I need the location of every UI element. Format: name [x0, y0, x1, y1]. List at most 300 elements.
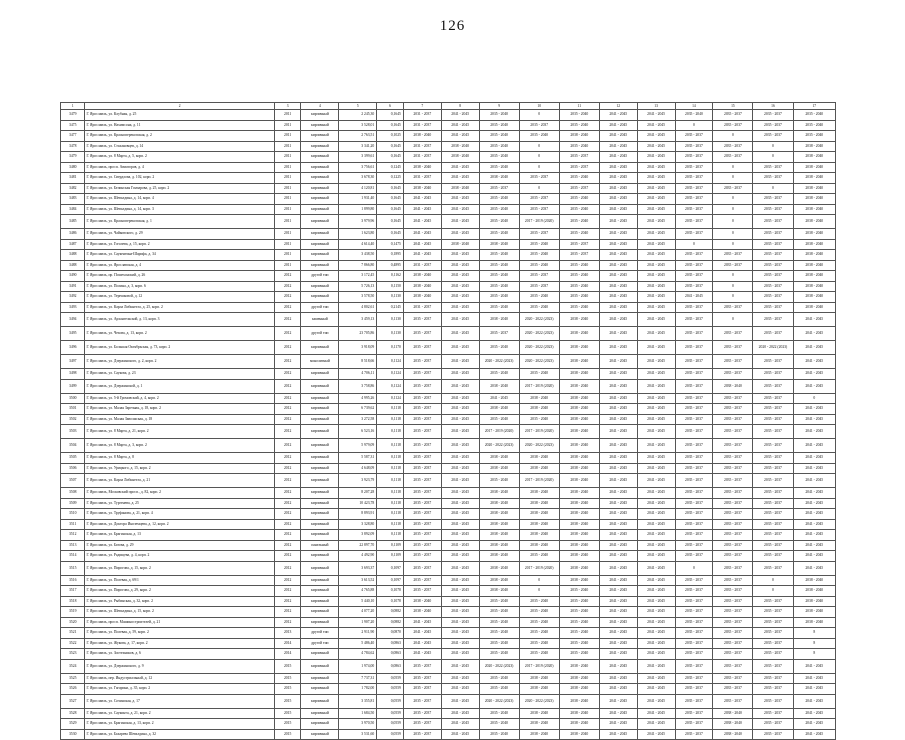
period-col-14-cell: 2035 - 2037: [675, 302, 713, 313]
period-col-13-cell: 2041 - 2045: [637, 341, 675, 355]
table-row: [61, 586, 836, 597]
period-col-16-cell: 2035 - 2037: [753, 453, 793, 464]
period-col-16-cell: 2035 - 2037: [753, 110, 793, 121]
period-col-11-cell: 2035 - 2040: [559, 215, 599, 229]
period-col-12-cell: 2041 - 2045: [599, 498, 637, 509]
period-col-8-cell: 2041 - 2045: [441, 162, 479, 173]
record-number-cell: 3478: [61, 141, 85, 152]
period-col-13-cell: 2041 - 2045: [637, 327, 675, 341]
period-col-10-cell: 2035 - 2037: [519, 173, 559, 184]
period-col-17-cell: 2041 - 2045: [793, 684, 836, 695]
period-col-11-cell: 2035 - 2040: [559, 120, 599, 131]
table-row: [61, 215, 836, 229]
year-cell: 2012: [274, 302, 301, 313]
period-col-14-cell: 2035 - 2037: [675, 509, 713, 520]
period-col-7-cell: 2035 - 2037: [403, 498, 441, 509]
wall-material-cell: кирпичный: [301, 183, 339, 194]
period-col-7-cell: 2035 - 2037: [403, 729, 441, 740]
wall-material-cell: кирпичный: [301, 229, 339, 240]
table-row: [61, 694, 836, 708]
address-cell: Г. Ярославль, пр. Пошехонский, д. 26: [85, 271, 274, 282]
period-col-12-cell: 2041 - 2045: [599, 684, 637, 695]
period-col-10-cell: 2035 - 2040: [519, 414, 559, 425]
period-col-14-cell: 2035 - 2037: [675, 474, 713, 488]
total-area-cell: 1 623,80: [339, 229, 377, 240]
wall-material-cell: кирпичный: [301, 673, 339, 684]
period-col-8-cell: 2041 - 2045: [441, 194, 479, 205]
period-col-17-cell: 2041 - 2045: [793, 425, 836, 439]
period-col-16-cell: 2035 - 2037: [753, 194, 793, 205]
period-col-7-cell: 2041 - 2045: [403, 649, 441, 660]
period-col-12-cell: 2041 - 2045: [599, 575, 637, 586]
year-cell: 2014: [274, 638, 301, 649]
period-col-12-cell: 2041 - 2045: [599, 474, 637, 488]
period-col-14-cell: 2035 - 2037: [675, 673, 713, 684]
cost-ratio-cell: 0,1124: [377, 379, 404, 393]
period-col-7-cell: 2038 - 2040: [403, 183, 441, 194]
period-col-14-cell: 2035 - 2037: [675, 215, 713, 229]
year-cell: 2011: [274, 173, 301, 184]
year-cell: 2011: [274, 250, 301, 261]
year-cell: 2012: [274, 519, 301, 530]
column-number-row: [61, 103, 836, 110]
period-col-9-cell: 2035 - 2040: [479, 596, 519, 607]
period-col-12-cell: 2041 - 2045: [599, 509, 637, 520]
period-col-9-cell: 2038 - 2040: [479, 463, 519, 474]
period-col-17-cell: 2041 - 2045: [793, 414, 836, 425]
address-cell: Г. Ярославль, ул. Большая Октябрьская, д. 73, корп. 2: [85, 341, 274, 355]
period-col-17-cell: 2038 - 2040: [793, 194, 836, 205]
address-cell: Г. Ярославль, ул. Саукентина-Шарифа, д. 34: [85, 250, 274, 261]
period-col-14-cell: 2035 - 2037: [675, 694, 713, 708]
table-body: [61, 110, 836, 740]
period-col-7-cell: 2035 - 2037: [403, 341, 441, 355]
period-col-15-cell: 2035 - 2037: [713, 694, 753, 708]
year-cell: 2012: [274, 617, 301, 628]
period-col-12-cell: 2041 - 2045: [599, 152, 637, 163]
wall-material-cell: кирпичный: [301, 120, 339, 131]
table-row: [61, 607, 836, 618]
period-col-7-cell: 2035 - 2037: [403, 414, 441, 425]
period-col-12-cell: 2041 - 2045: [599, 638, 637, 649]
period-col-16-cell: 2035 - 2037: [753, 463, 793, 474]
cost-ratio-cell: 0,1124: [377, 369, 404, 380]
period-col-17-cell: 2041 - 2045: [793, 379, 836, 393]
period-col-8-cell: 2041 - 2045: [441, 404, 479, 415]
period-col-8-cell: 2041 - 2045: [441, 393, 479, 404]
period-col-13-cell: 2041 - 2045: [637, 463, 675, 474]
column-number: 9: [479, 103, 519, 110]
cost-ratio-cell: 0,1645: [377, 229, 404, 240]
period-col-7-cell: 2031 - 2037: [403, 141, 441, 152]
address-cell: Г. Ярославль, ул. Малая Заволжская, д. 18: [85, 414, 274, 425]
period-col-14-cell: 2035 - 2037: [675, 327, 713, 341]
period-col-16-cell: 2035 - 2037: [753, 204, 793, 215]
cost-ratio-cell: 0,1118: [377, 414, 404, 425]
period-col-9-cell: 2035 - 2040: [479, 292, 519, 303]
period-col-15-cell: 2035 - 2037: [713, 673, 753, 684]
period-col-9-cell: 2035 - 2040: [479, 110, 519, 121]
period-col-17-cell: 2038 - 2040: [793, 183, 836, 194]
period-col-8-cell: 2041 - 2045: [441, 684, 479, 695]
period-col-11-cell: 2038 - 2040: [559, 355, 599, 369]
year-cell: 2015: [274, 673, 301, 684]
wall-material-cell: кирпичный: [301, 617, 339, 628]
table-row: [61, 474, 836, 488]
table-row: [61, 628, 836, 639]
year-cell: 2012: [274, 596, 301, 607]
address-cell: Г. Ярославль, ул. 8 Марта, д. 3, корп. 2: [85, 439, 274, 453]
period-col-16-cell: 2035 - 2037: [753, 694, 793, 708]
total-area-cell: 1 899,80: [339, 204, 377, 215]
wall-material-cell: кирпичный: [301, 110, 339, 121]
period-col-7-cell: 2035 - 2037: [403, 393, 441, 404]
table-row: [61, 719, 836, 730]
period-col-14-cell: 2041 - 2045: [675, 292, 713, 303]
table-row: [61, 617, 836, 628]
period-col-7-cell: 2038 - 2040: [403, 292, 441, 303]
record-number-cell: 3502: [61, 414, 85, 425]
period-col-10-cell: 2035 - 2040: [519, 250, 559, 261]
address-cell: Г. Ярославль, просп. Авиаторов, д. 4: [85, 162, 274, 173]
period-col-15-cell: 0: [713, 313, 753, 327]
cost-ratio-cell: 0,0863: [377, 659, 404, 673]
period-col-11-cell: 2038 - 2040: [559, 439, 599, 453]
record-number-cell: 3521: [61, 628, 85, 639]
address-cell: Г. Ярославль, ул. Архангельской, д. 13, корп. 3: [85, 313, 274, 327]
period-col-11-cell: 2038 - 2040: [559, 659, 599, 673]
total-area-cell: 3 399,61: [339, 152, 377, 163]
period-col-13-cell: 2041 - 2045: [637, 162, 675, 173]
wall-material-cell: кирпичный: [301, 607, 339, 618]
period-col-7-cell: 2038 - 2040: [403, 271, 441, 282]
period-col-12-cell: 2041 - 2045: [599, 379, 637, 393]
record-number-cell: 3494: [61, 313, 85, 327]
period-col-9-cell: 2035 - 2040: [479, 141, 519, 152]
wall-material-cell: кирпичный: [301, 586, 339, 597]
period-col-12-cell: 2041 - 2045: [599, 519, 637, 530]
total-area-cell: 6 739,62: [339, 404, 377, 415]
period-col-10-cell: 2020 - 2022 (2023): [519, 327, 559, 341]
period-col-17-cell: 2038 - 2040: [793, 292, 836, 303]
period-col-11-cell: 2038 - 2040: [559, 694, 599, 708]
period-col-14-cell: 2035 - 2037: [675, 684, 713, 695]
period-col-16-cell: 2035 - 2037: [753, 229, 793, 240]
period-col-15-cell: 2035 - 2037: [713, 474, 753, 488]
period-col-11-cell: 2035 - 2040: [559, 141, 599, 152]
period-col-13-cell: 2041 - 2045: [637, 474, 675, 488]
cost-ratio-cell: 0,1097: [377, 561, 404, 575]
cost-ratio-cell: 0,1124: [377, 393, 404, 404]
period-col-7-cell: 2035 - 2037: [403, 404, 441, 415]
period-col-15-cell: 2035 - 2037: [713, 540, 753, 551]
address-cell: Г. Ярославль, пер. Индустриальный, д. 12: [85, 673, 274, 684]
period-col-17-cell: 2038 - 2040: [793, 271, 836, 282]
cost-ratio-cell: 0,1118: [377, 530, 404, 541]
period-col-10-cell: 2017 - 2019 (2020): [519, 425, 559, 439]
period-col-15-cell: 2035 - 2037: [713, 561, 753, 575]
wall-material-cell: кирпичный: [301, 561, 339, 575]
period-col-16-cell: 2035 - 2037: [753, 519, 793, 530]
period-col-10-cell: 2038 - 2040: [519, 393, 559, 404]
period-col-10-cell: 0: [519, 141, 559, 152]
period-col-12-cell: 2041 - 2045: [599, 596, 637, 607]
total-area-cell: 3 678,30: [339, 173, 377, 184]
period-col-14-cell: 2035 - 2037: [675, 393, 713, 404]
period-col-14-cell: 2035 - 2037: [675, 229, 713, 240]
period-col-7-cell: 2041 - 2045: [403, 250, 441, 261]
period-col-10-cell: 2035 - 2040: [519, 596, 559, 607]
record-number-cell: 3514: [61, 551, 85, 562]
period-col-7-cell: 2035 - 2037: [403, 509, 441, 520]
period-col-8-cell: 2041 - 2045: [441, 719, 479, 730]
period-col-8-cell: 2038 - 2040: [441, 239, 479, 250]
table-row: [61, 110, 836, 121]
period-col-14-cell: 2035 - 2037: [675, 152, 713, 163]
period-col-9-cell: 2038 - 2040: [479, 509, 519, 520]
period-col-17-cell: 2041 - 2045: [793, 488, 836, 499]
period-col-7-cell: 2035 - 2037: [403, 439, 441, 453]
period-col-11-cell: 2035 - 2037: [559, 152, 599, 163]
period-col-7-cell: 2031 - 2037: [403, 110, 441, 121]
period-col-10-cell: 2017 - 2019 (2020): [519, 474, 559, 488]
period-col-16-cell: 2035 - 2037: [753, 281, 793, 292]
period-col-14-cell: 2035 - 2037: [675, 341, 713, 355]
total-area-cell: 1 931,40: [339, 194, 377, 205]
table-row: [61, 355, 836, 369]
period-col-16-cell: 2035 - 2037: [753, 649, 793, 660]
record-number-cell: 3511: [61, 519, 85, 530]
year-cell: 2011: [274, 120, 301, 131]
period-col-11-cell: 2035 - 2037: [559, 183, 599, 194]
period-col-11-cell: 2038 - 2040: [559, 575, 599, 586]
period-col-14-cell: 2035 - 2037: [675, 379, 713, 393]
period-col-12-cell: 2041 - 2045: [599, 327, 637, 341]
period-col-9-cell: 2035 - 2040: [479, 260, 519, 271]
period-col-13-cell: 2041 - 2045: [637, 152, 675, 163]
period-col-14-cell: 2035 - 2037: [675, 708, 713, 719]
period-col-13-cell: 2041 - 2045: [637, 302, 675, 313]
record-number-cell: 3509: [61, 498, 85, 509]
cost-ratio-cell: 0,1130: [377, 313, 404, 327]
record-number-cell: 3491: [61, 281, 85, 292]
period-col-15-cell: 2035 - 2037: [713, 519, 753, 530]
year-cell: 2015: [274, 694, 301, 708]
total-area-cell: 4 995,26: [339, 393, 377, 404]
period-col-12-cell: 2041 - 2045: [599, 729, 637, 740]
period-col-10-cell: 2017 - 2019 (2020): [519, 659, 559, 673]
period-col-10-cell: 0: [519, 586, 559, 597]
cost-ratio-cell: 0,1118: [377, 498, 404, 509]
period-col-16-cell: 0: [753, 586, 793, 597]
period-col-15-cell: 2035 - 2037: [713, 551, 753, 562]
period-col-10-cell: 2035 - 2040: [519, 260, 559, 271]
period-col-17-cell: 2035 - 2040: [793, 110, 836, 121]
address-cell: Г. Ярославль, ул. Клубная, д. 25: [85, 110, 274, 121]
record-number-cell: 3525: [61, 673, 85, 684]
period-col-7-cell: 2031 - 2037: [403, 302, 441, 313]
year-cell: 2011: [274, 204, 301, 215]
table-row: [61, 530, 836, 541]
period-col-8-cell: 2041 - 2045: [441, 509, 479, 520]
wall-material-cell: кирпичный: [301, 596, 339, 607]
total-area-cell: 3 459,13: [339, 313, 377, 327]
period-col-8-cell: 2041 - 2045: [441, 379, 479, 393]
column-number: 2: [85, 103, 274, 110]
period-col-16-cell: 2035 - 2037: [753, 425, 793, 439]
period-col-17-cell: 2041 - 2045: [793, 509, 836, 520]
period-col-15-cell: 2035 - 2037: [713, 684, 753, 695]
period-col-8-cell: 2041 - 2045: [441, 327, 479, 341]
period-col-9-cell: 2035 - 2040: [479, 250, 519, 261]
period-col-17-cell: 2041 - 2045: [793, 313, 836, 327]
period-col-8-cell: 2041 - 2045: [441, 519, 479, 530]
period-col-10-cell: 2038 - 2040: [519, 404, 559, 415]
record-number-cell: 3497: [61, 355, 85, 369]
period-col-16-cell: 2035 - 2037: [753, 530, 793, 541]
period-col-14-cell: 2035 - 2037: [675, 463, 713, 474]
total-area-cell: 4 802,61: [339, 302, 377, 313]
period-col-9-cell: 2038 - 2040: [479, 586, 519, 597]
table-row: [61, 173, 836, 184]
record-number-cell: 3523: [61, 649, 85, 660]
record-number-cell: 3496: [61, 341, 85, 355]
period-col-11-cell: 2038 - 2040: [559, 673, 599, 684]
period-col-11-cell: 2038 - 2040: [559, 425, 599, 439]
record-number-cell: 3501: [61, 404, 85, 415]
period-col-9-cell: 2035 - 2040: [479, 162, 519, 173]
period-col-9-cell: 2035 - 2040: [479, 708, 519, 719]
period-col-11-cell: 2038 - 2040: [559, 341, 599, 355]
period-col-13-cell: 2041 - 2045: [637, 453, 675, 464]
table-row: [61, 131, 836, 142]
total-area-cell: 3 328,80: [339, 519, 377, 530]
address-cell: Г. Ярославль, Московский просп., д. 82, корп. 2: [85, 488, 274, 499]
period-col-7-cell: 2035 - 2037: [403, 519, 441, 530]
period-col-16-cell: 2035 - 2037: [753, 561, 793, 575]
year-cell: 2012: [274, 575, 301, 586]
period-col-8-cell: 2041 - 2045: [441, 453, 479, 464]
cost-ratio-cell: 0,1118: [377, 474, 404, 488]
column-number: 15: [713, 103, 753, 110]
record-number-cell: 3518: [61, 596, 85, 607]
year-cell: 2011: [274, 141, 301, 152]
address-cell: Г. Ярославль, ул. Саукинта, д. 21, корп. 2: [85, 708, 274, 719]
period-col-13-cell: 2041 - 2045: [637, 519, 675, 530]
total-area-cell: 8 893,91: [339, 509, 377, 520]
period-col-15-cell: 2035 - 2037: [713, 120, 753, 131]
period-col-16-cell: 2035 - 2037: [753, 393, 793, 404]
period-col-16-cell: 2035 - 2037: [753, 162, 793, 173]
table-row: [61, 453, 836, 464]
period-col-17-cell: 2038 - 2040: [793, 229, 836, 240]
period-col-7-cell: 2031 - 2037: [403, 120, 441, 131]
period-col-10-cell: 2035 - 2040: [519, 617, 559, 628]
period-col-12-cell: 2041 - 2045: [599, 439, 637, 453]
period-col-12-cell: 2041 - 2045: [599, 551, 637, 562]
table-row: [61, 551, 836, 562]
period-col-8-cell: 2041 - 2045: [441, 540, 479, 551]
address-cell: Г. Ярославль, ул. Гоголева, д. 15, корп. 2: [85, 239, 274, 250]
period-col-9-cell: 2038 - 2040: [479, 239, 519, 250]
total-area-cell: 5 486,40: [339, 638, 377, 649]
period-col-15-cell: 0: [713, 194, 753, 205]
table-row: [61, 498, 836, 509]
period-col-10-cell: 2035 - 2037: [519, 120, 559, 131]
table-row: [61, 194, 836, 205]
year-cell: 2012: [274, 425, 301, 439]
period-col-10-cell: 2038 - 2040: [519, 540, 559, 551]
wall-material-cell: кирпичный: [301, 215, 339, 229]
cost-ratio-cell: 0,1645: [377, 152, 404, 163]
period-col-14-cell: 2035 - 2037: [675, 260, 713, 271]
period-col-17-cell: 2038 - 2040: [793, 204, 836, 215]
period-col-16-cell: 2035 - 2037: [753, 684, 793, 695]
table-row: [61, 302, 836, 313]
period-col-15-cell: 2035 - 2037: [713, 453, 753, 464]
period-col-7-cell: 2038 - 2040: [403, 162, 441, 173]
year-cell: 2012: [274, 488, 301, 499]
address-cell: Г. Ярославль, ул. Чехова, д. 13, корп. 2: [85, 327, 274, 341]
wall-material-cell: кирпичный: [301, 719, 339, 730]
period-col-9-cell: 2035 - 2040: [479, 131, 519, 142]
period-col-8-cell: 2041 - 2045: [441, 313, 479, 327]
period-col-13-cell: 2041 - 2045: [637, 369, 675, 380]
cost-ratio-cell: 0,0559: [377, 719, 404, 730]
year-cell: 2011: [274, 239, 301, 250]
period-col-12-cell: 2041 - 2045: [599, 239, 637, 250]
period-col-14-cell: 2035 - 2037: [675, 659, 713, 673]
record-number-cell: 3516: [61, 575, 85, 586]
period-col-16-cell: 2035 - 2037: [753, 439, 793, 453]
wall-material-cell: кирпичный: [301, 463, 339, 474]
period-col-17-cell: 2041 - 2045: [793, 530, 836, 541]
period-col-14-cell: 2035 - 2037: [675, 498, 713, 509]
period-col-9-cell: 2038 - 2040: [479, 561, 519, 575]
period-col-13-cell: 2041 - 2045: [637, 110, 675, 121]
cost-ratio-cell: 0,0882: [377, 617, 404, 628]
period-col-9-cell: 2035 - 2040: [479, 719, 519, 730]
address-cell: Г. Ярославль, ул. Красноперекопская, д. 1: [85, 215, 274, 229]
period-col-10-cell: 2038 - 2040: [519, 719, 559, 730]
period-col-11-cell: 2038 - 2040: [559, 404, 599, 415]
total-area-cell: 2 911,90: [339, 628, 377, 639]
column-number: 17: [793, 103, 836, 110]
period-col-16-cell: 2020 - 2022 (2023): [753, 341, 793, 355]
period-col-14-cell: 2035 - 2037: [675, 281, 713, 292]
period-col-11-cell: 2035 - 2040: [559, 281, 599, 292]
total-area-cell: 1 974,00: [339, 659, 377, 673]
period-col-11-cell: 2038 - 2040: [559, 313, 599, 327]
period-col-8-cell: 2041 - 2045: [441, 694, 479, 708]
address-cell: Г. Ярославль, ул. Малая Заречная, д. 18, корп. 2: [85, 404, 274, 415]
table-row: [61, 404, 836, 415]
period-col-13-cell: 2041 - 2045: [637, 729, 675, 740]
total-area-cell: 7 737,31: [339, 673, 377, 684]
period-col-16-cell: 2035 - 2037: [753, 355, 793, 369]
period-col-8-cell: 2041 - 2045: [441, 596, 479, 607]
period-col-10-cell: 0: [519, 152, 559, 163]
period-col-10-cell: 2035 - 2040: [519, 131, 559, 142]
period-col-10-cell: 2035 - 2037: [519, 229, 559, 240]
period-col-15-cell: 2038 - 2040: [713, 708, 753, 719]
period-col-10-cell: 2035 - 2040: [519, 638, 559, 649]
record-number-cell: 3483: [61, 194, 85, 205]
period-col-8-cell: 2041 - 2045: [441, 575, 479, 586]
period-col-12-cell: 2041 - 2045: [599, 530, 637, 541]
year-cell: 2012: [274, 439, 301, 453]
period-col-10-cell: 2035 - 2040: [519, 239, 559, 250]
